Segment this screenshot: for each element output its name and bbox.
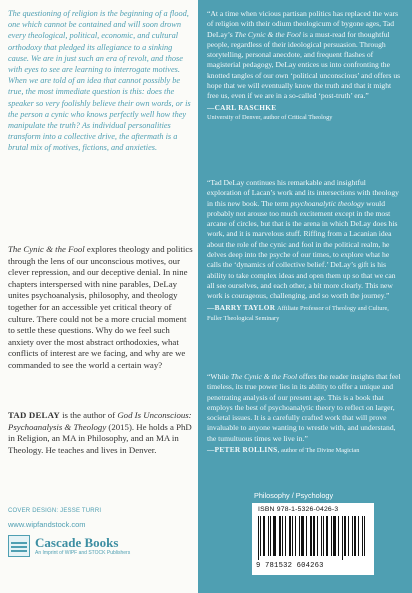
category-label: Philosophy / Psychology: [254, 491, 334, 500]
review-2-role: Affiliate Professor of Theology and Culture, Fuller Theological Seminary: [207, 304, 389, 323]
barcode-bar: [342, 516, 343, 560]
barcode-bar: [344, 516, 346, 556]
barcode-bar: [299, 516, 300, 556]
review-3-text-b: offers the reader insights that feel timeless, its true power lies in its ability to offer a unique and penetrating analysis of our present age. This is a book that employs the best of psychoanalytic theory to reflect on larger, societal issues. It is a carefully crafted work that will prove invaluable to anyone wanting to wrestle with, and understand, the tumultuous times we live in.”: [207, 372, 401, 443]
review-1-role: University of Denver, author of Critical Theology: [207, 114, 333, 122]
barcode-bar: [260, 516, 261, 556]
barcode-bar: [358, 516, 359, 556]
book-description: [8, 244, 194, 372]
bio-text-2: (2015). He holds a PhD in Religion, an MA in Philosophy, and an MA in Theology. He teaches and lives in Denver.: [8, 421, 192, 455]
review-3-title: The Cynic & the Fool: [230, 372, 298, 381]
barcode-bar: [348, 516, 349, 556]
description-title: The Cynic & the Fool: [8, 244, 85, 254]
publisher-block: [8, 535, 194, 557]
barcode-bar: [354, 516, 356, 556]
author-bio: [8, 410, 194, 456]
review-1-text-a: “At a time when vicious partisan politics has replaced the wars of religion with their odium theologicum of bygone ages, Tad DeLay’s: [207, 9, 399, 39]
barcode-bar: [301, 516, 304, 556]
barcode-bar: [326, 516, 328, 556]
barcode-bar: [306, 516, 307, 556]
barcode-bar: [295, 516, 296, 556]
barcode-bar: [279, 516, 281, 556]
publisher-name: Cascade Books: [35, 535, 119, 550]
intro-paragraph: The questioning of religion is the beginning of a flood, one which cannot be contained and will soon drown every theological, political, economic, and cultural orthodoxy that pledged its allegiance to a sinking cause. We are in just such an era of revolt, and those with eyes to see are learning to interrogate motives. When we are told of an idea that cannot possibly be true, the most immediate question is this: does the speaker so very foolishly believe their own words, or is the person a cynic who knows perfectly well how they manipulate the truth? As individual personalities transform into a collective drive, the aftermath is a brutal mix of motives, fictions, and anxieties.: [8, 9, 191, 153]
barcode-bar: [338, 516, 339, 556]
barcode-bar: [362, 516, 363, 556]
barcode-bar: [313, 516, 315, 556]
right-column: [198, 0, 412, 593]
review-1: [207, 9, 401, 123]
barcode-bar: [263, 516, 265, 556]
barcode-bar: [258, 516, 259, 560]
bio-text-1: is the author of: [59, 410, 118, 420]
description-body: explores theology and politics through the lens of our unconscious motives, our clever repression, and our deceptive denial. In nine chapters interspersed with nine parables, DeLay unites psychoanalysis, philosophy, and theology together for an accessible yet critical theory of culture. There could not be a more crucial moment to settle these questions. Why do we feel such anxiety over the most abstract orthodoxies, what conflicts of interest are we facing, and why are we commanded to see the world a certain way?: [8, 244, 193, 370]
review-3: “While The Cynic & the Fool offers the reader insights that feel timeless, its true power lies in its ability to offer a unique and penetrating analysis of our present age. This is a book that employs the best of psychoanalytic theory to reflect on larger, societal issues. It is a carefully crafted work that will prove invaluable to anyone wanting to wrestle with, and understand, the tumultuous times we live in.” —PETER ROLLINS, author of The Divine Magician: [207, 372, 401, 455]
isbn-label: ISBN 978-1-5326-0426-3: [258, 506, 339, 513]
barcode-bar: [364, 516, 365, 556]
left-column: [0, 0, 198, 593]
barcode-bar: [310, 516, 312, 556]
review-2: [207, 178, 401, 324]
review-2-text-a: “Tad DeLay continues his remarkable and insightful exploration of Lacan’s work and its intersections with theology in this new book. The term: [207, 178, 399, 208]
review-2-author: —BARRY TAYLOR: [207, 302, 276, 312]
barcode-bar: [292, 516, 293, 556]
website-link[interactable]: www.wipfandstock.com: [8, 520, 86, 529]
barcode-bar: [289, 516, 291, 556]
barcode-bar: [270, 516, 271, 556]
review-2-text-b: would probably not arouse too much excitement except in the most arcane of circles, but that is the arena in which DeLay does his work, and it is marvelous stuff. Riffing from a Lacanian idea about the role of the cynic and fool in the political realm, he delves deep into the psyche of our times, to explore what he calls the ‘dynamics of collective belief.’ DeLay’s gift is his ability to take complex ideas and open them up so that we can all see ourselves, and each other, a bit more clearly. This new work is courageous, challenging, and so worth the journey.”: [207, 198, 398, 301]
barcode-bar: [333, 516, 336, 556]
barcode-bar: [331, 516, 332, 556]
review-1-author: —CARL RASCHKE: [207, 102, 277, 112]
barcode-bar: [282, 516, 283, 556]
barcode-number: 9 781532 604263: [256, 562, 324, 570]
barcode-bar: [317, 516, 318, 556]
author-name: TAD DELAY: [8, 410, 60, 420]
barcode-bar: [273, 516, 276, 556]
review-1-title: The Cynic & the Fool: [234, 29, 301, 39]
barcode: [252, 503, 374, 575]
barcode-bar: [352, 516, 353, 556]
review-3-role: author of The Divine Magician: [281, 447, 360, 455]
review-2-title: psychoanalytic theology: [290, 198, 365, 208]
publisher-imprint: An Imprint of WIPF and STOCK Publishers: [35, 550, 131, 556]
barcode-bars: [258, 516, 368, 560]
credits: [8, 508, 194, 557]
barcode-bar: [285, 516, 286, 556]
barcode-bar: [268, 516, 269, 556]
bio-book-title: God Is Unconscious: Psychoanalysis & Theology: [8, 410, 192, 432]
review-3-text-a: “While: [207, 372, 231, 381]
cover-design-credit: COVER DESIGN: JESSE TURRI: [8, 508, 102, 514]
review-3-author: —PETER ROLLINS: [207, 445, 278, 455]
publisher-logo-icon: [8, 535, 30, 557]
barcode-bar: [323, 516, 324, 556]
barcode-bar: [321, 516, 322, 556]
review-1-text-b: is a must-read for thoughtful people, regardless of their ideological persuasion. Through storytelling, personal anecdote, and frequent flashes of magisterial pedagogy, DeLay entices us into confronting the knotted tangles of our own ‘political unconscious’ and offers us hope that we will eventually know the truth and that it might free us, even if we are in a so-called ‘post-truth’ era.”: [207, 29, 401, 101]
